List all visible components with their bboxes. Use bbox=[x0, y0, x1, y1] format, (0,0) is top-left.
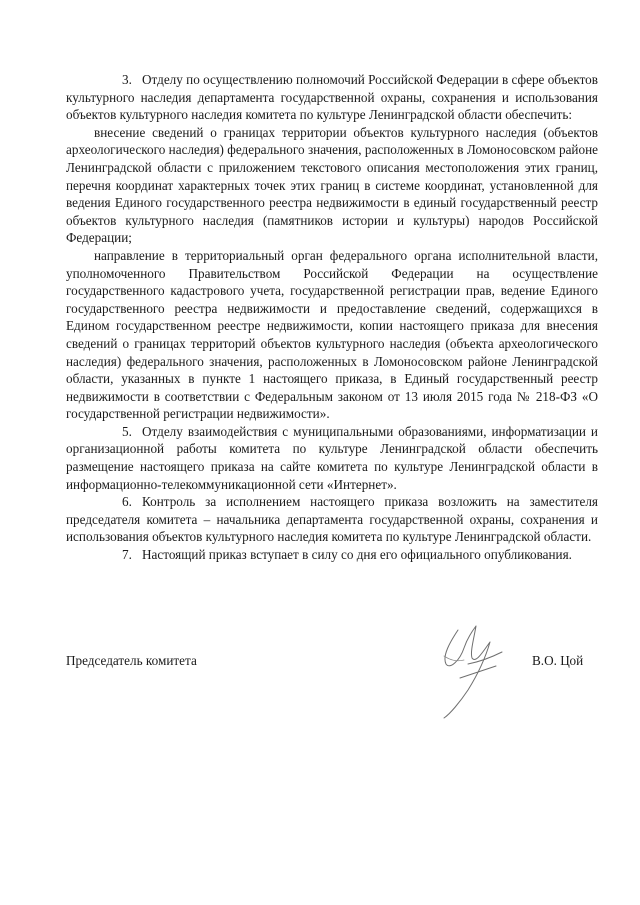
paragraph-7 bbox=[66, 546, 598, 564]
paragraph-number: 3. bbox=[122, 72, 132, 87]
paragraph-text: внесение сведений о границах территории объектов культурного наследия (объектов археологического наследия) федерального значения, расположенных в Ломоносовском районе Ленинградской области с приложением текстового описания местоположения этих границ, перечня координат характерных точек этих границ в системе координат, установленной для ведения Единого государственного реестра недвижимости в единый государственный реестр объектов культурного наследия (памятников истории и культуры) народов Российской Федерации; bbox=[66, 124, 598, 246]
paragraph-text: Контроль за исполнением настоящего приказа возложить на заместителя председателя комитета – начальника департамента государственной охраны, сохранения и использования объектов культурного наследия комитета по культуре Ленинградской области. bbox=[66, 494, 598, 545]
paragraph-3-item-2 bbox=[66, 247, 598, 423]
handwritten-signature bbox=[420, 612, 520, 720]
paragraph-text: Отделу по осуществлению полномочий Российской Федерации в сфере объектов культурного наследия департамента государственной охраны, сохранения и использования объектов культурного наследия комитета по культуре Ленинградской области обеспечить: bbox=[66, 72, 598, 123]
paragraph-3-item-1 bbox=[66, 124, 598, 247]
paragraph-text: Настоящий приказ вступает в силу со дня его официального опубликования. bbox=[142, 547, 572, 563]
paragraph-6 bbox=[66, 493, 598, 546]
paragraph-text: Отделу взаимодействия с муниципальными образованиями, информатизации и организационной работы комитета по культуре Ленинградской области обеспечить размещение настоящего приказа на сайте комитета по культуре Ленинградской области в информационно-телекоммуникационной сети «Интернет». bbox=[66, 423, 598, 492]
paragraph-number: 6. bbox=[122, 494, 132, 510]
signatory-name: В.О. Цой bbox=[532, 653, 584, 668]
paragraph-number: 5. bbox=[122, 423, 132, 439]
document-body bbox=[66, 71, 598, 564]
paragraph-text: направление в территориальный орган федерального органа исполнительной власти, уполномоченного Правительством Российской Федерации на осуществление государственного кадастрового учета, государственной регистрации прав, ведение Единого государственного реестра недвижимости и предоставление сведений, содержащихся в Едином государственном реестре недвижимости, копии настоящего приказа для внесения сведений о границах территорий объектов культурного наследия (объекта археологического наследия) федерального значения, расположенных в Ломоносовском районе Ленинградской области, указанных в пункте 1 настоящего приказа, в Единый государственный реестр недвижимости в соответствии с Федеральным законом от 13 июля 2015 года № 218-ФЗ «О государственной регистрации недвижимости». bbox=[66, 247, 598, 422]
paragraph-5 bbox=[66, 423, 598, 493]
paragraph-3 bbox=[66, 71, 598, 124]
signatory-position: Председатель комитета bbox=[66, 653, 197, 668]
paragraph-number: 7. bbox=[122, 547, 132, 563]
